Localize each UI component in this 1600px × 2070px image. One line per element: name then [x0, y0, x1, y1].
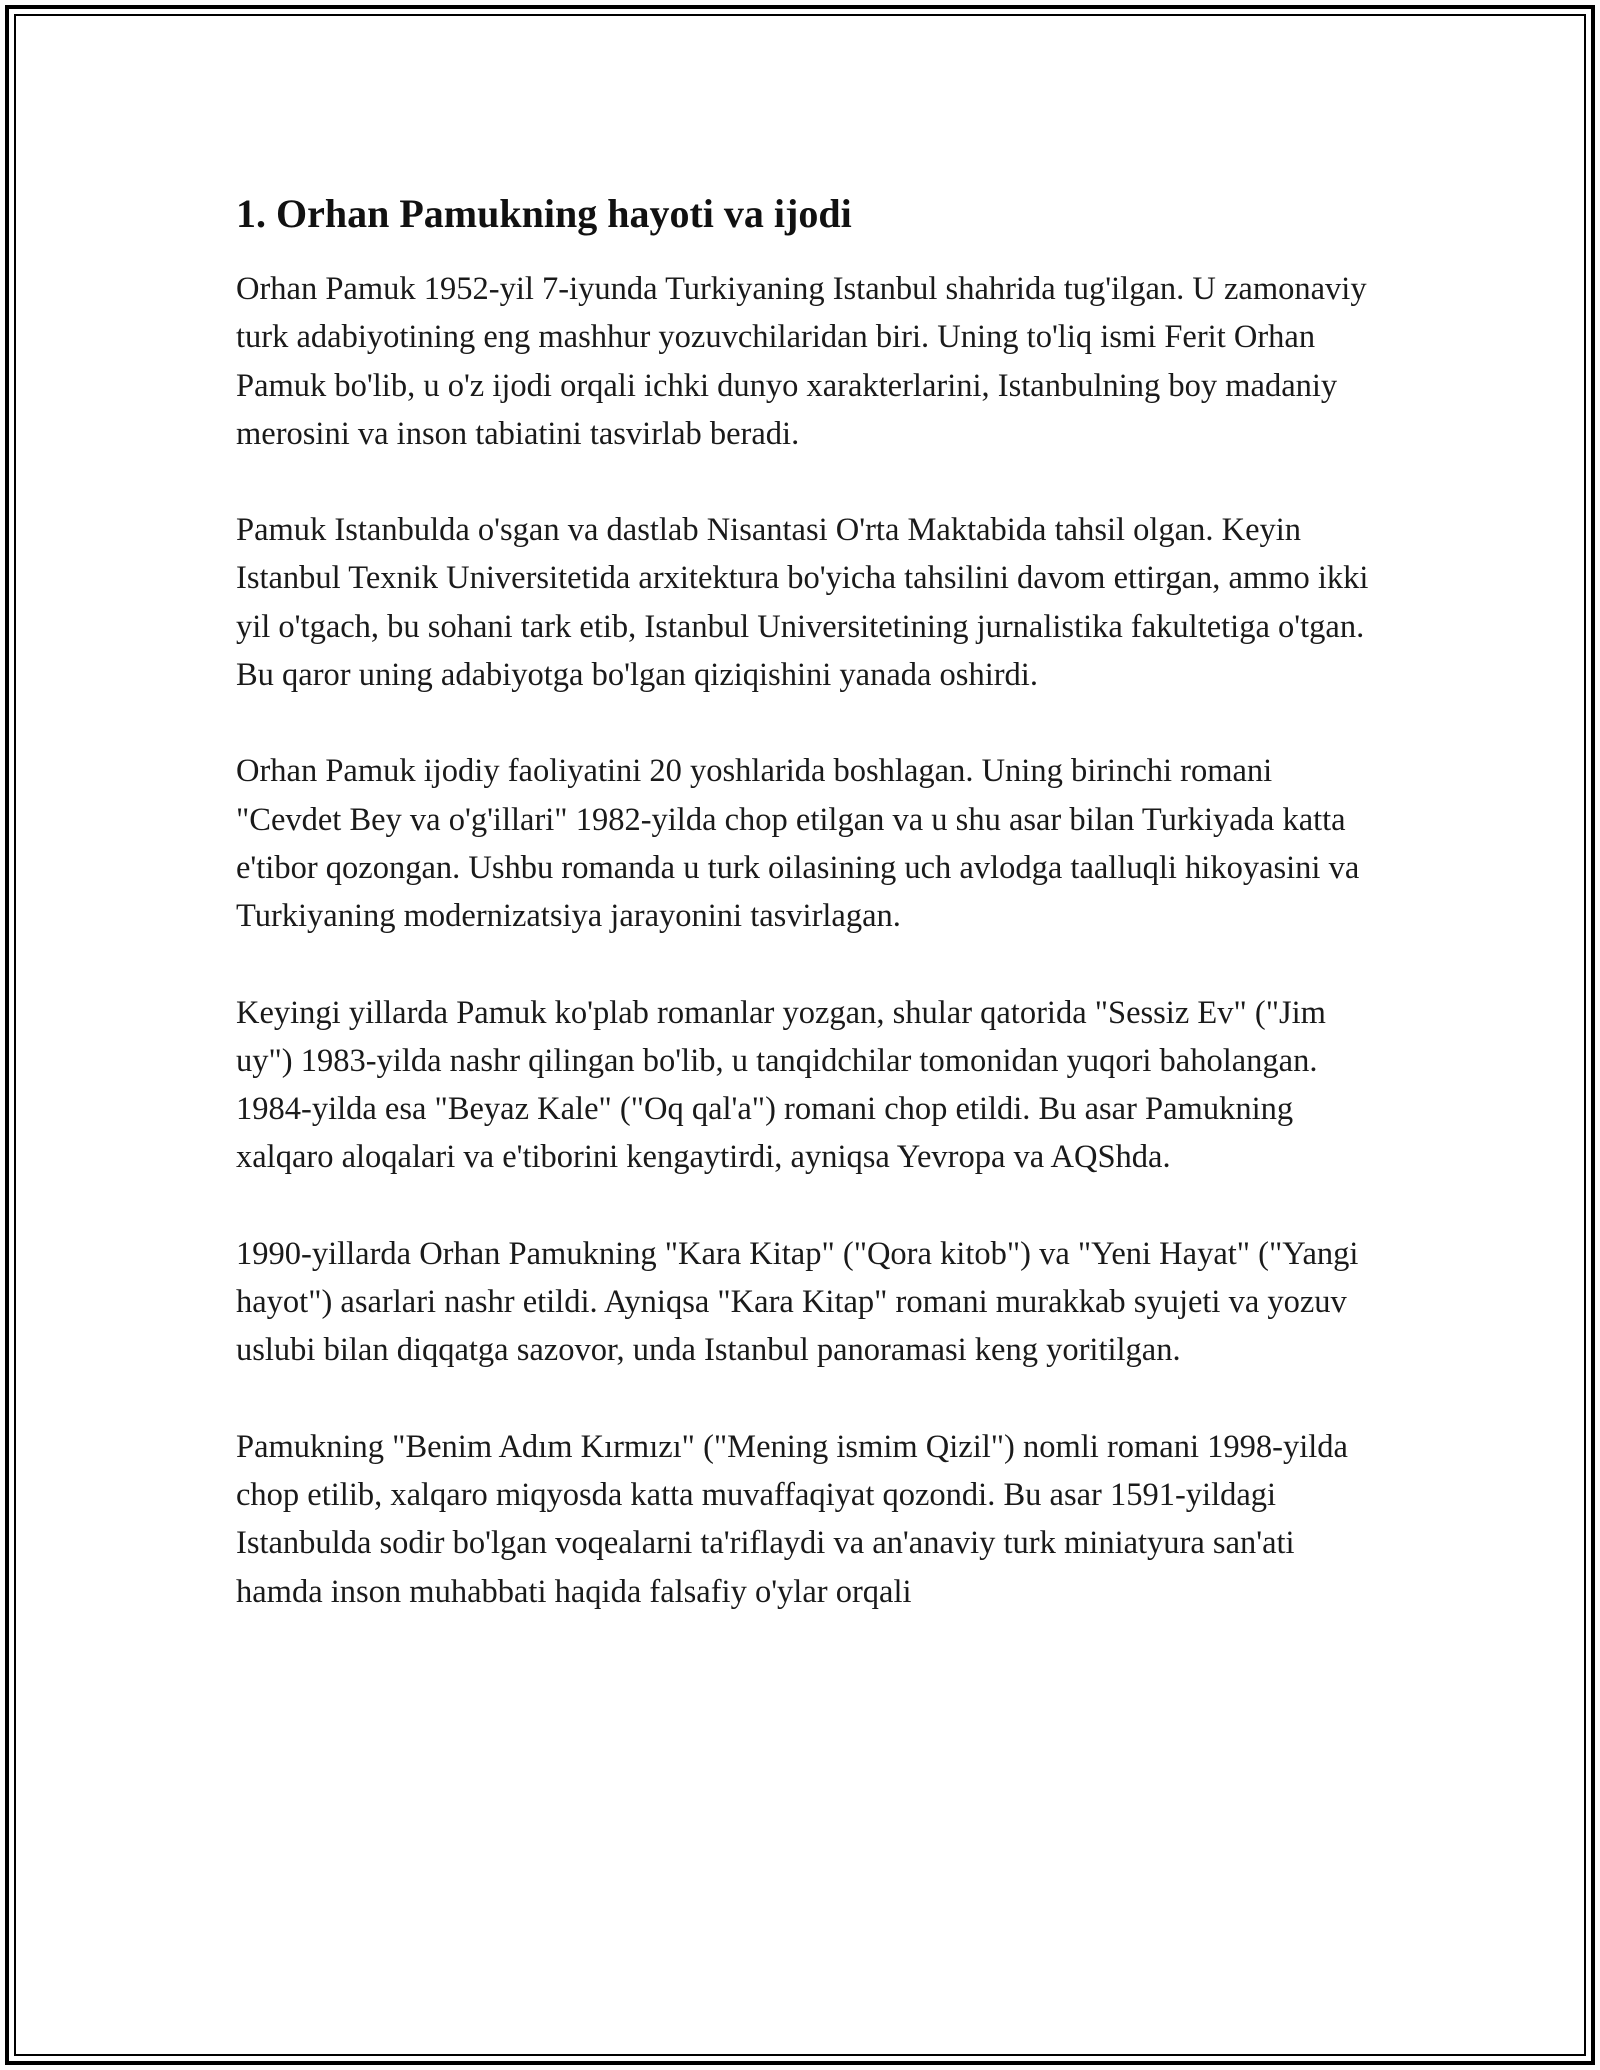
paragraph-6: Pamukning "Benim Adım Kırmızı" ("Mening ismim Qizil") nomli romani 1998-yilda chop etilib, xalqaro miqyosda katta muvaffaqiyat qozondi. Bu asar 1591-yildagi Istanbulda sodir bo'lgan voqealarni ta'riflaydi va an'anaviy turk miniatyura san'ati hamda inson muhabbati haqida falsafiy o'ylar orqali [236, 1428, 1348, 1610]
paragraph-3: Orhan Pamuk ijodiy faoliyatini 20 yoshlarida boshlagan. Uning birinchi romani "Cevdet Bey va o'g'illari" 1982-yilda chop etilgan va u shu asar bilan Turkiyada katta e'tibor qozongan. Ushbu romanda u turk oilasining uch avlodga taalluqli hikoyasini va Turkiyaning modernizatsiya jarayonini tasvirlagan. [236, 753, 1360, 935]
section-heading: 1. Orhan Pamukning hayoti va ijodi [236, 191, 852, 236]
paragraph-2: Pamuk Istanbulda o'sgan va dastlab Nisantasi O'rta Maktabida tahsil olgan. Keyin Istanbul Texnik Universitetida arxitektura bo'yicha tahsilini davom ettirgan, ammo ikki yil o'tgach, bu sohani tark etib, Istanbul Universitetining jurnalistika fakultetiga o'tgan. Bu qaror uning adabiyotga bo'lgan qiziqishini yanada oshirdi. [236, 512, 1369, 694]
document-body [236, 185, 1376, 1664]
paragraph-1: Orhan Pamuk 1952-yil 7-iyunda Turkiyaning Istanbul shahrida tug'ilgan. U zamonaviy turk adabiyotining eng mashhur yozuvchilaridan biri. Uning to'liq ismi Ferit Orhan Pamuk bo'lib, u o'z ijodi orqali ichki dunyo xarakterlarini, Istanbulning boy madaniy merosini va inson tabiatini tasvirlab beradi. [236, 271, 1367, 452]
paragraph-5: 1990-yillarda Orhan Pamukning "Kara Kitap" ("Qora kitob") va "Yeni Hayat" ("Yangi hayot") asarlari nashr etildi. Ayniqsa "Kara Kitap" romani murakkab syujeti va yozuv uslubi bilan diqqatga sazovor, unda Istanbul panoramasi keng yoritilgan. [236, 1235, 1359, 1369]
paragraph-4: Keyingi yillarda Pamuk ko'plab romanlar yozgan, shular qatorida "Sessiz Ev" ("Jim uy") 1983-yilda nashr qilingan bo'lib, u tanqidchilar tomonidan yuqori baholangan. 1984-yilda esa "Beyaz Kale" ("Oq qal'a") romani chop etildi. Bu asar Pamukning xalqaro aloqalari va e'tiborini kengaytirdi, ayniqsa Yevropa va AQShda. [236, 994, 1326, 1176]
